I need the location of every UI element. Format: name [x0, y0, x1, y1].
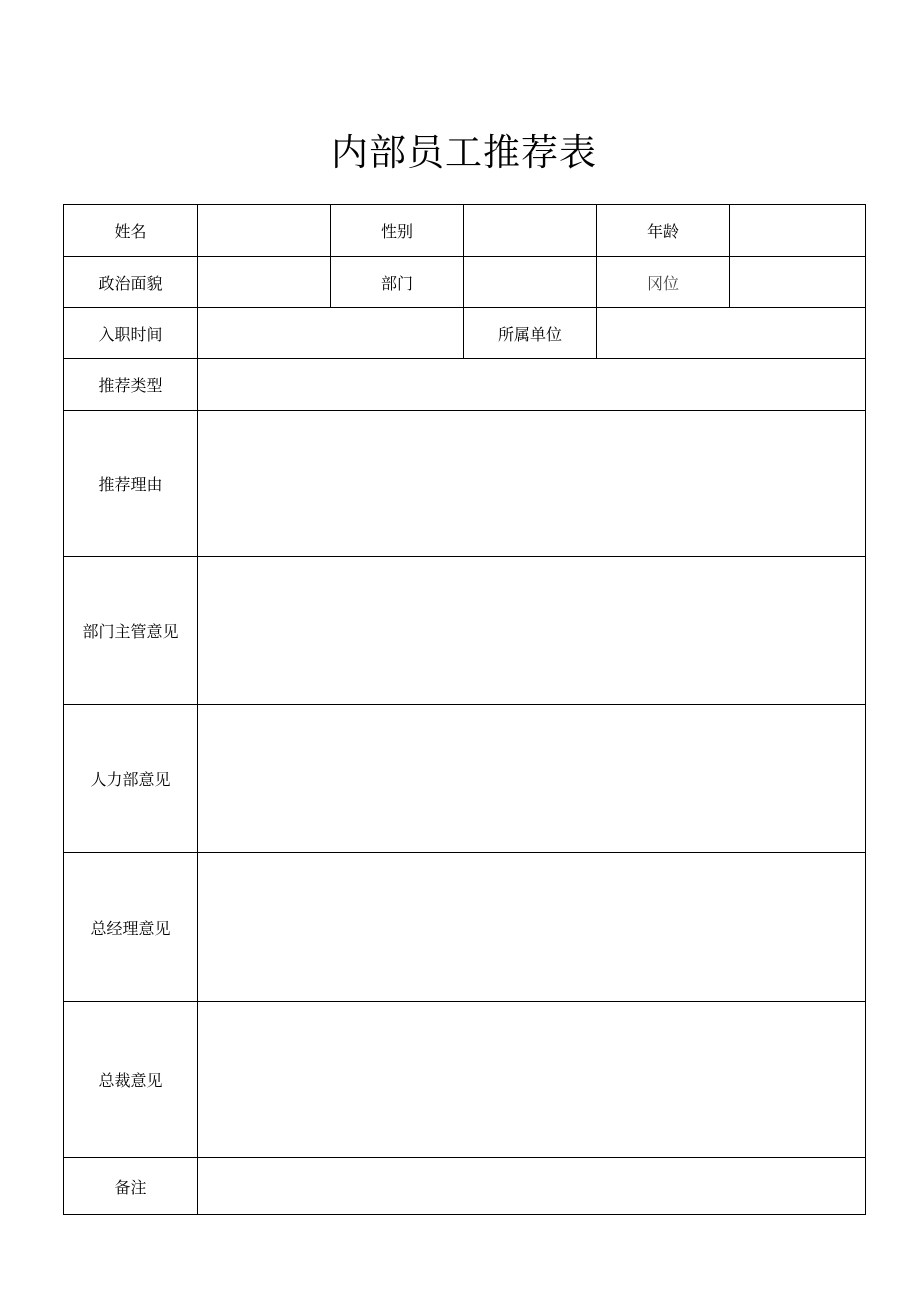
- political-status-field[interactable]: [198, 257, 331, 308]
- hire-date-field[interactable]: [198, 308, 464, 359]
- table-row: [64, 359, 866, 411]
- recommendation-form-table: [63, 204, 866, 1215]
- table-row: [64, 853, 866, 1002]
- remarks-field[interactable]: [198, 1158, 866, 1215]
- hr-opinion-field[interactable]: [198, 705, 866, 853]
- table-row: [64, 257, 866, 308]
- recommendation-reason-label: 推荐理由: [64, 411, 198, 557]
- remarks-label: 备注: [64, 1158, 198, 1215]
- affiliated-unit-field[interactable]: [597, 308, 866, 359]
- gender-field[interactable]: [464, 205, 597, 257]
- president-opinion-field[interactable]: [198, 1002, 866, 1158]
- recommendation-type-label: 推荐类型: [64, 359, 198, 411]
- age-field[interactable]: [730, 205, 866, 257]
- form-title: 内部员工推荐表: [331, 131, 597, 174]
- position-label: 冈位: [597, 257, 730, 308]
- political-status-label: 政治面貌: [64, 257, 198, 308]
- recommendation-type-field[interactable]: [198, 359, 866, 411]
- dept-supervisor-opinion-label: 部门主管意见: [64, 557, 198, 705]
- dept-supervisor-opinion-field[interactable]: [198, 557, 866, 705]
- table-row: [64, 411, 866, 557]
- affiliated-unit-label: 所属单位: [464, 308, 597, 359]
- president-opinion-label: 总裁意见: [64, 1002, 198, 1158]
- table-row: [64, 205, 866, 257]
- table-row: [64, 705, 866, 853]
- gm-opinion-field[interactable]: [198, 853, 866, 1002]
- name-field[interactable]: [198, 205, 331, 257]
- table-row: [64, 308, 866, 359]
- department-label: 部门: [331, 257, 464, 308]
- position-field[interactable]: [730, 257, 866, 308]
- recommendation-reason-field[interactable]: [198, 411, 866, 557]
- name-label: 姓名: [64, 205, 198, 257]
- table-row: [64, 1158, 866, 1215]
- department-field[interactable]: [464, 257, 597, 308]
- hire-date-label: 入职时间: [64, 308, 198, 359]
- table-row: [64, 1002, 866, 1158]
- hr-opinion-label: 人力部意见: [64, 705, 198, 853]
- table-row: [64, 557, 866, 705]
- gm-opinion-label: 总经理意见: [64, 853, 198, 1002]
- age-label: 年龄: [597, 205, 730, 257]
- gender-label: 性别: [331, 205, 464, 257]
